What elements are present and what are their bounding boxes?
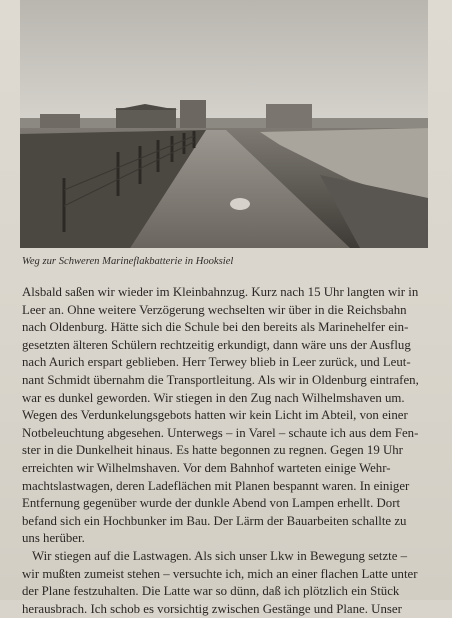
text-line: nach Oldenburg. Hätte sich die Schule bei den bereits als Marinehelfer ein- <box>22 320 409 335</box>
text-line: ster in die Dunkelheit hinaus. Es hatte begonnen zu regnen. Gegen 19 Uhr <box>22 443 403 458</box>
text-line: der Plane festzuhalten. Die Latte war so dünn, daß ich plötzlich ein Stück <box>22 584 400 599</box>
body-text <box>22 284 440 618</box>
text-line: uns herüber. <box>22 531 85 546</box>
text-line: machtslastwagen, deren Ladeflächen mit Planen bespannt waren. In einiger <box>22 478 410 493</box>
photo-road-landscape <box>20 0 428 248</box>
text-line: Leer an. Ohne weitere Verzögerung wechselten wir über in die Reichsbahn <box>22 302 407 317</box>
text-line: gesetzten älteren Schülern rechtzeitig erkundigt, dann wäre uns der Ausflug <box>22 337 411 352</box>
text-line: befand sich ein Hochbunker im Bau. Der Lärm der Bauarbeiten schallte zu <box>22 513 407 528</box>
text-line: Wegen des Verdunkelungsgebots hatten wir kein Licht im Abteil, von einer <box>22 408 408 423</box>
text-line: Notbeleuchtung abgesehen. Unterwegs – in Varel – schaute ich aus dem Fen- <box>22 425 419 440</box>
text-line: erreichten wir Wilhelmshaven. Vor dem Bahnhof warteten einige Wehr- <box>22 460 391 475</box>
text-line: Entfernung gegenüber wurde der dunkle Abend von Lampen erhellt. Dort <box>22 496 401 511</box>
text-line: nach Aurich erspart geblieben. Herr Terwey blieb in Leer zurück, und Leut- <box>22 355 411 370</box>
text-line: war es dunkel geworden. Wir stiegen in den Zug nach Wilhelmshaven um. <box>22 390 405 405</box>
text-line: Alsbald saßen wir wieder im Kleinbahnzug. Kurz nach 15 Uhr langten wir in <box>22 285 419 299</box>
photo-caption: Weg zur Schweren Marineflakbatterie in Hooksiel <box>22 256 234 267</box>
text-line: herausbrach. Ich schob es vorsichtig zwischen Gestänge und Plane. Unser <box>22 601 402 616</box>
text-line: Wir stiegen auf die Lastwagen. Als sich unser Lkw in Bewegung setzte – <box>32 548 408 563</box>
text-line: nant Schmidt übernahm die Transportleitung. Als wir in Oldenburg eintrafen, <box>22 372 419 387</box>
text-line: wir mußten zumeist stehen – versuchte ich, mich an einer flachen Latte unter <box>22 566 418 581</box>
